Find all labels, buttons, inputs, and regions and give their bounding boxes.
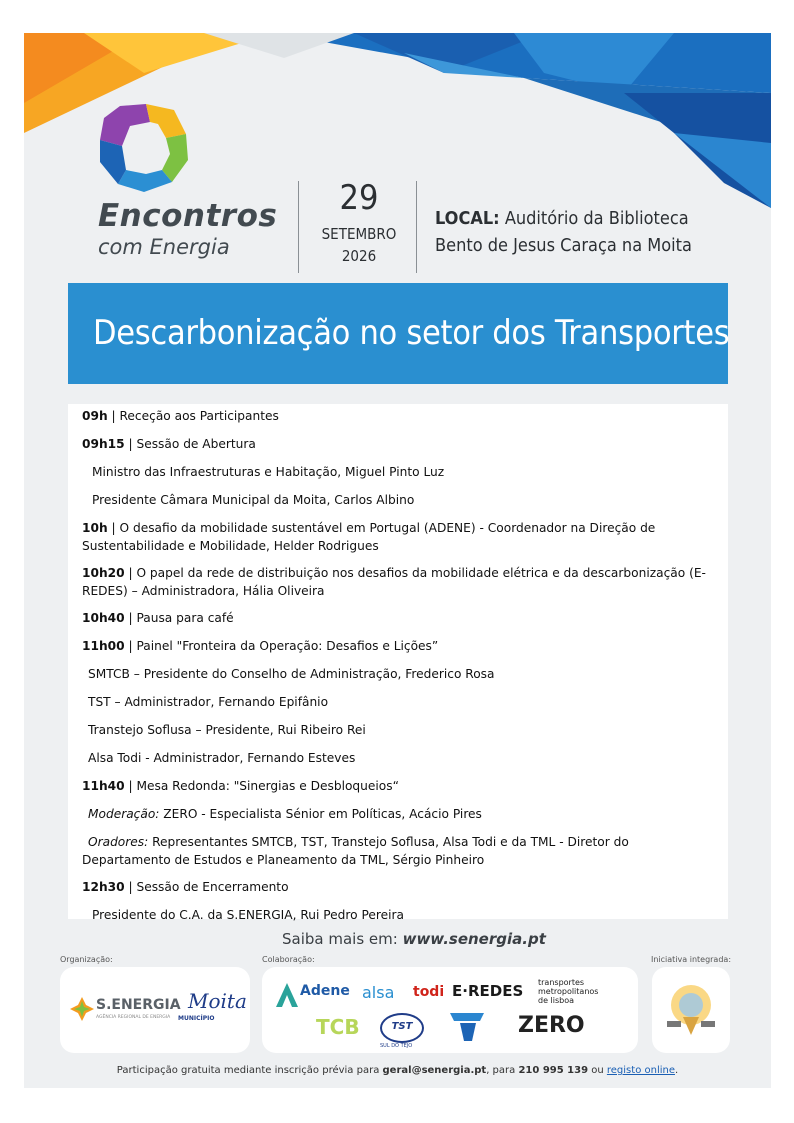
program-item: 11h00 | Painel "Fronteira da Operação: Desafios e Lições” xyxy=(82,639,439,653)
initiative-card xyxy=(652,967,730,1053)
program-item: 10h20 | O papel da rede de distribuição nos desafios da mobilidade elétrica e da descarbonização (E-REDES) – Administradora, Hália Oliveira xyxy=(82,566,706,598)
program-item: Moderação: ZERO - Especialista Sénior em Políticas, Acácio Pires xyxy=(88,807,482,821)
program-item: 09h15 | Sessão de Abertura xyxy=(82,437,256,451)
collaboration-card xyxy=(262,967,638,1053)
senergia-logo-text: S.ENERGIA xyxy=(96,997,181,1013)
program-item: 09h | Receção aos Participantes xyxy=(82,409,279,423)
label-iniciativa: Iniciativa integrada: xyxy=(651,955,732,964)
program-item: TST – Administrador, Fernando Epifânio xyxy=(88,695,329,709)
senergia-logo-subtitle: AGÊNCIA REGIONAL DE ENERGIA xyxy=(96,1015,171,1020)
tcb-logo-text: TCB xyxy=(316,1015,360,1039)
initiative-logo-icon xyxy=(663,981,719,1039)
program-item: Alsa Todi - Administrador, Fernando Esteves xyxy=(88,751,356,765)
transtejo-logo-icon xyxy=(450,1013,484,1041)
program-item: Presidente Câmara Municipal da Moita, Carlos Albino xyxy=(92,493,415,507)
eredes-logo-text: E·REDES xyxy=(452,982,524,1000)
tst-logo-subtitle: SUL DO TEJO xyxy=(380,1043,413,1049)
program-box xyxy=(68,404,728,922)
event-year: 2026 xyxy=(341,247,377,265)
location-line2: Bento de Jesus Caraça na Moita xyxy=(435,235,692,256)
divider-right xyxy=(416,181,417,273)
senergia-logo-icon xyxy=(70,997,94,1021)
contact-phone: 210 995 139 xyxy=(518,1065,589,1076)
tml-logo: transportes metropolitanos de lisboa xyxy=(538,978,599,1005)
encontros-logo-icon xyxy=(98,104,192,194)
todi-logo-text: todi xyxy=(413,984,445,1000)
organization-card xyxy=(60,967,250,1053)
program-item: Presidente do C.A. da S.ENERGIA, Rui Pedro Pereira xyxy=(92,908,404,922)
location-label: LOCAL: xyxy=(435,208,500,229)
poster xyxy=(24,33,771,1088)
program-item: 12h30 | Sessão de Encerramento xyxy=(82,880,289,894)
program-item: Transtejo Soflusa – Presidente, Rui Ribeiro Rei xyxy=(88,723,366,737)
contact-email[interactable]: geral@senergia.pt xyxy=(382,1065,487,1076)
program-item: 10h40 | Pausa para café xyxy=(82,611,234,625)
event-title: Descarbonização no setor dos Transportes xyxy=(93,313,730,353)
location-line1: Auditório da Biblioteca xyxy=(504,208,689,229)
program-item: 10h | O desafio da mobilidade sustentável em Portugal (ADENE) - Coordenador na Direção de Sustentabilidade e Mobilidade, Helder Rodrigues xyxy=(82,521,656,553)
brand-title-line1: Encontros xyxy=(98,198,278,234)
program-item: 11h40 | Mesa Redonda: "Sinergias e Desbloqueios“ xyxy=(82,779,399,793)
brand-title-line2: com Energia xyxy=(98,235,230,259)
website-link[interactable]: www.senergia.pt xyxy=(402,930,546,948)
label-colaboracao: Colaboração: xyxy=(262,955,315,964)
event-month: SETEMBRO xyxy=(321,225,397,243)
adene-logo-text: Adene xyxy=(300,983,350,999)
program-item: Oradores: Representantes SMTCB, TST, Transtejo Soflusa, Alsa Todi e da TML - Diretor do Departamento de Estudos e Planeamento da TML, Sérgio Pinheiro xyxy=(82,835,629,867)
event-day: 29 xyxy=(339,178,379,218)
footer-note: Participação gratuita mediante inscrição prévia para geral@senergia.pt, para 210 995 139 ou registo online. xyxy=(116,1065,679,1076)
divider-left xyxy=(298,181,299,273)
registration-link[interactable]: registo online xyxy=(606,1065,675,1076)
tst-logo-text: TST xyxy=(380,1013,424,1043)
zero-logo-text: ZERO xyxy=(518,1013,585,1038)
adene-logo-icon xyxy=(276,983,298,1007)
title-band xyxy=(68,283,728,384)
program-item: SMTCB – Presidente do Conselho de Administração, Frederico Rosa xyxy=(88,667,495,681)
more-info-line: Saiba mais em: www.senergia.pt xyxy=(282,930,546,948)
label-organizacao: Organização: xyxy=(60,955,113,964)
event-location xyxy=(435,205,692,259)
alsa-logo-text: alsa xyxy=(362,983,395,1002)
moita-logo-subtitle: MUNICÍPIO xyxy=(178,1015,215,1022)
program-item: Ministro das Infraestruturas e Habitação, Miguel Pinto Luz xyxy=(92,465,445,479)
moita-logo-text: Moita xyxy=(188,989,247,1013)
